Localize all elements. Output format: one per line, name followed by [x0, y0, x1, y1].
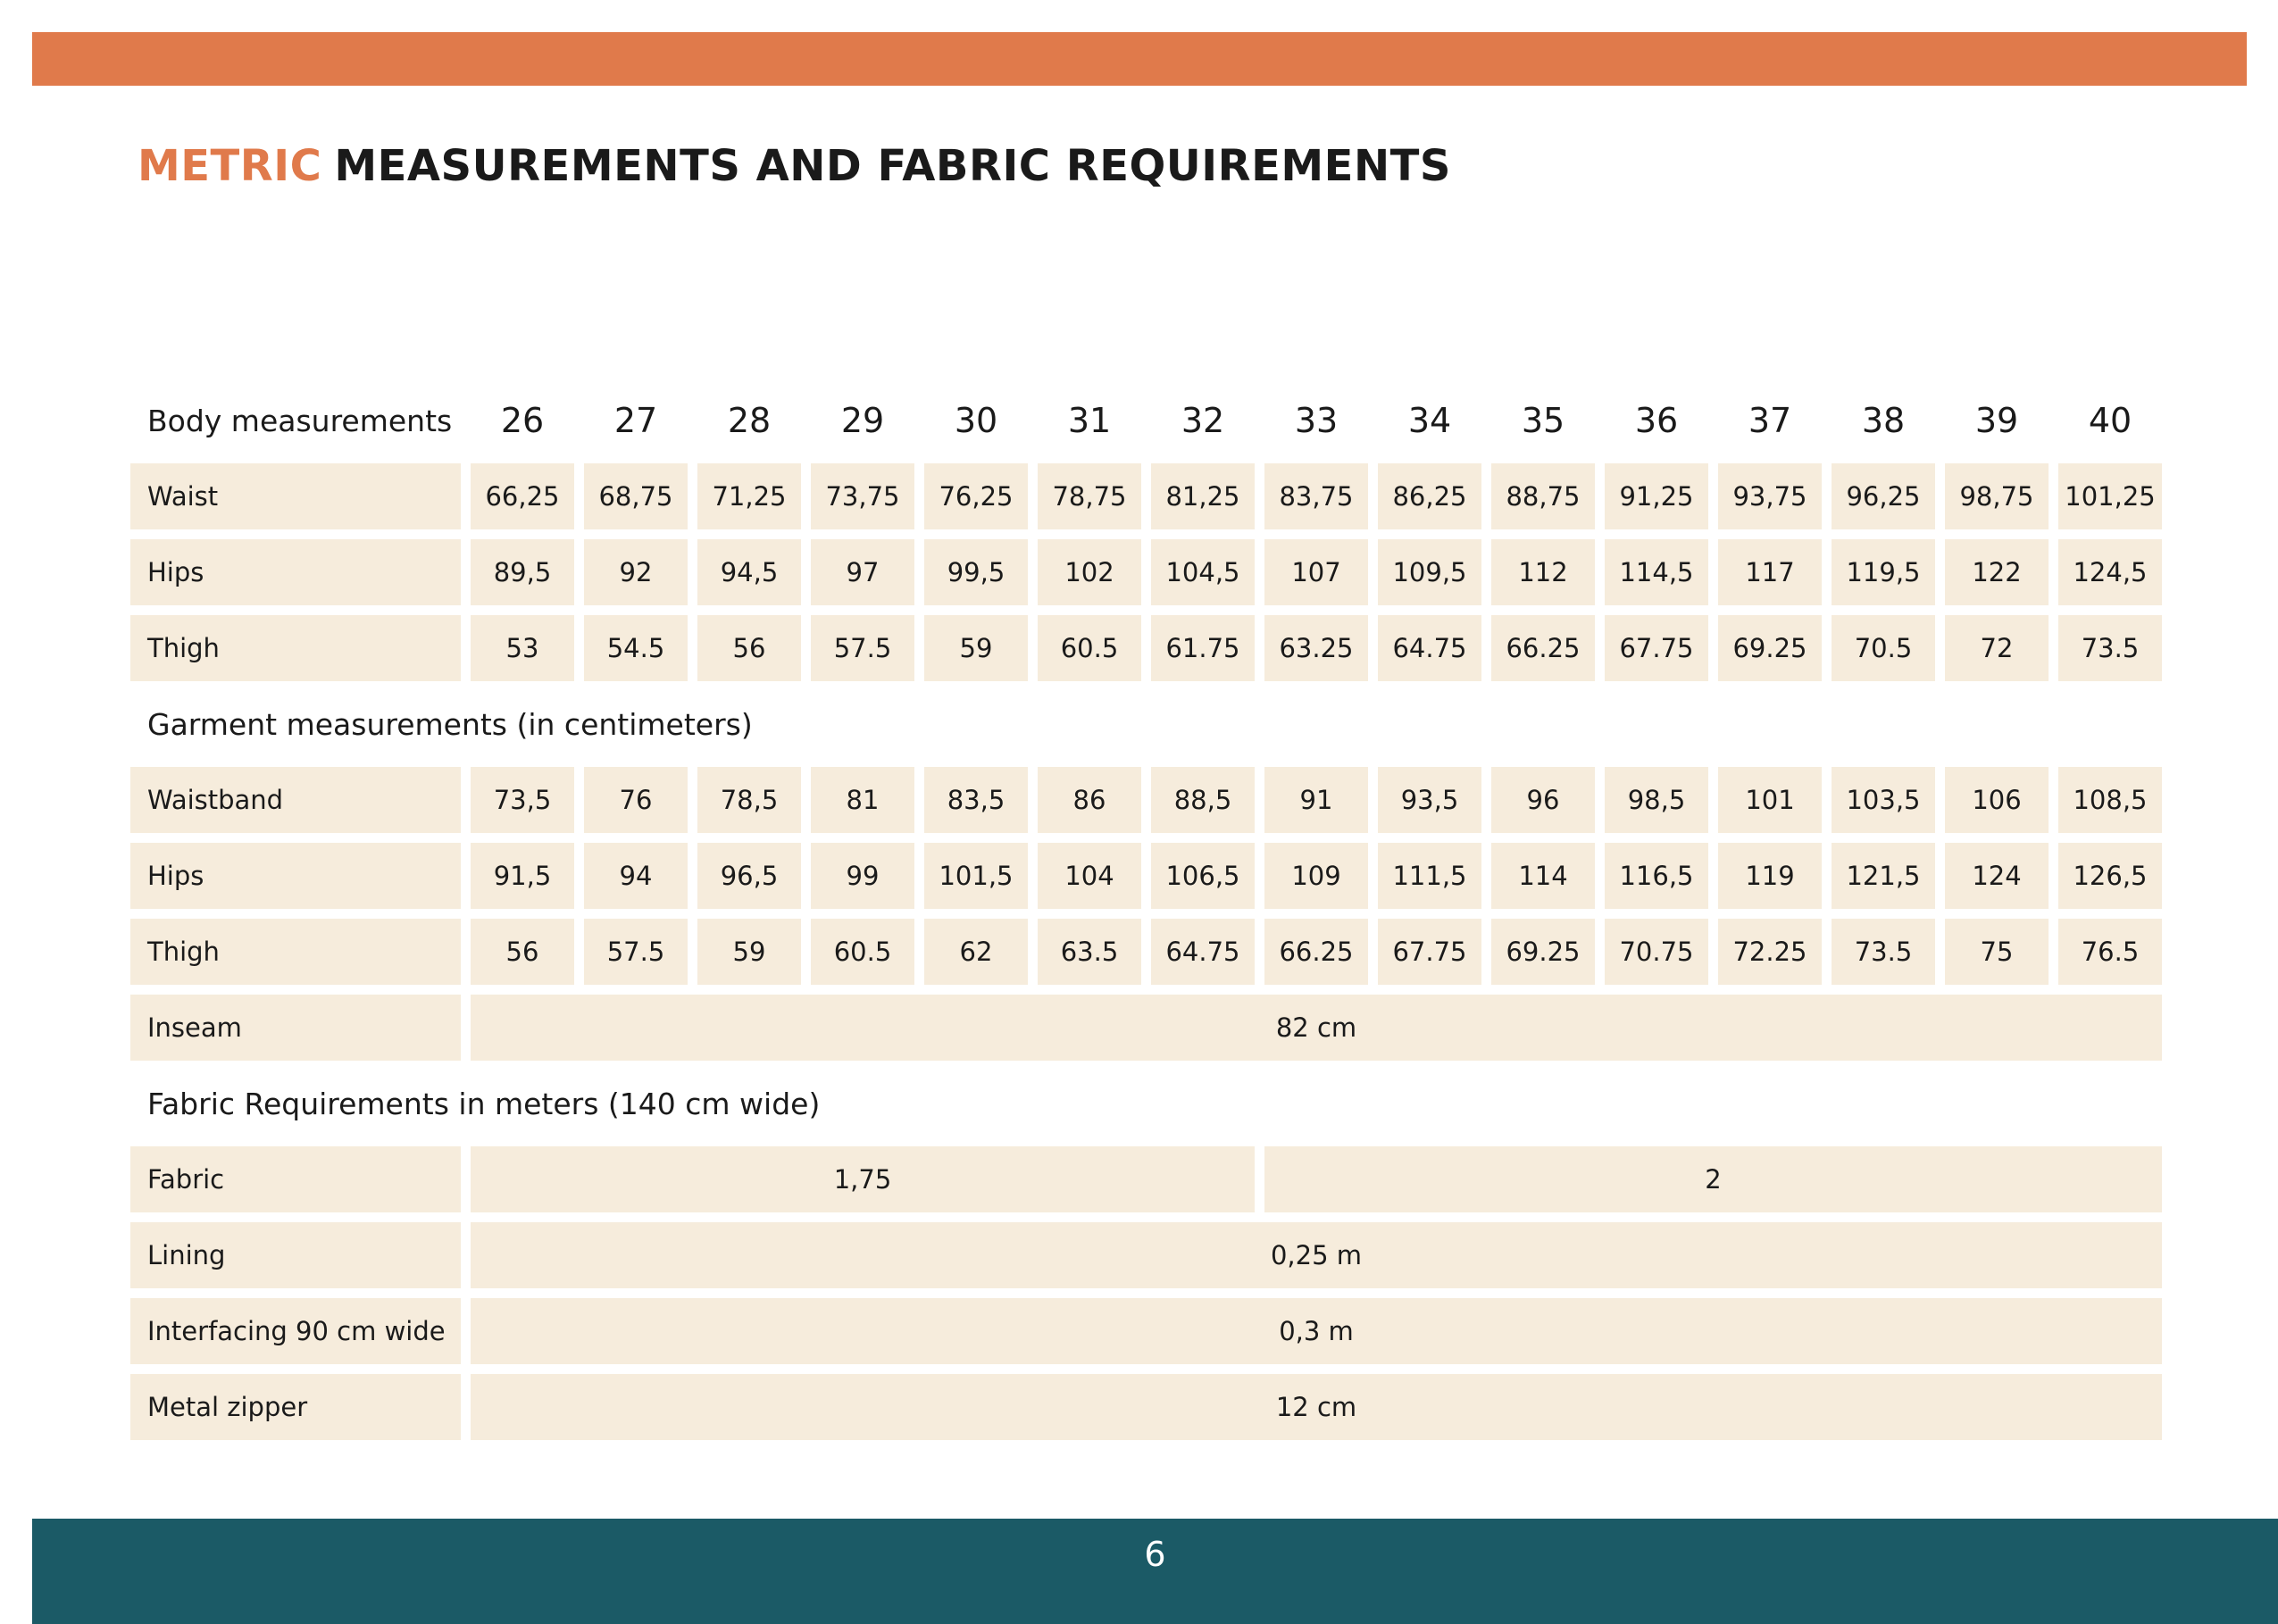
measurement-cell: 66,25 — [471, 463, 574, 539]
measurement-cell: 73,75 — [811, 463, 914, 539]
measurement-cell: 119 — [1718, 843, 1822, 919]
row-label: Waistband — [130, 767, 461, 843]
measurement-cell: 124,5 — [2058, 539, 2162, 615]
measurement-cell: 91,25 — [1605, 463, 1708, 539]
fabric-value-large-sizes: 2 — [1264, 1146, 2162, 1222]
fabric-row — [130, 1298, 2162, 1374]
measurement-cell: 71,25 — [697, 463, 801, 539]
measurement-cell: 99,5 — [924, 539, 1028, 615]
measurement-cell: 114 — [1491, 843, 1595, 919]
measurement-cell: 109 — [1264, 843, 1368, 919]
measurement-cell: 109,5 — [1378, 539, 1481, 615]
measurement-cell: 91,5 — [471, 843, 574, 919]
measurement-cell: 83,75 — [1264, 463, 1368, 539]
measurement-cell: 101,25 — [2058, 463, 2162, 539]
page-number: 6 — [1144, 1535, 1166, 1574]
measurement-cell: 73.5 — [2058, 615, 2162, 691]
measurement-cell: 108,5 — [2058, 767, 2162, 843]
measurement-cell: 106,5 — [1151, 843, 1255, 919]
garment-row — [130, 767, 2162, 843]
measurement-cell: 101 — [1718, 767, 1822, 843]
measurement-cell: 98,5 — [1605, 767, 1708, 843]
measurement-cell: 62 — [924, 919, 1028, 995]
measurement-cell: 70.5 — [1832, 615, 1935, 691]
measurement-cell: 73,5 — [471, 767, 574, 843]
row-label: Metal zipper — [130, 1374, 461, 1450]
fabric-section-heading — [130, 1070, 2162, 1146]
row-label: Hips — [130, 843, 461, 919]
measurement-cell: 56 — [471, 919, 574, 995]
measurement-cell: 86 — [1038, 767, 1141, 843]
measurement-cell: 53 — [471, 615, 574, 691]
page-title — [138, 141, 1451, 191]
measurement-cell: 60.5 — [1038, 615, 1141, 691]
measurement-cell: 72.25 — [1718, 919, 1822, 995]
all-sizes-value: 0,3 m — [471, 1298, 2162, 1374]
measurement-cell: 67.75 — [1605, 615, 1708, 691]
size-header-cell: 27 — [613, 401, 658, 440]
measurement-cell: 104 — [1038, 843, 1141, 919]
measurement-cell: 69.25 — [1718, 615, 1822, 691]
measurement-cell: 64.75 — [1378, 615, 1481, 691]
measurement-cell: 59 — [697, 919, 801, 995]
body-measurements-heading: Body measurements — [147, 403, 453, 438]
row-label: Fabric — [130, 1146, 461, 1222]
measurement-cell: 76 — [584, 767, 688, 843]
measurement-cell: 96,25 — [1832, 463, 1935, 539]
size-header-cell: 33 — [1294, 401, 1339, 440]
measurement-cell: 57.5 — [584, 919, 688, 995]
garment-row — [130, 843, 2162, 919]
measurement-cell: 91 — [1264, 767, 1368, 843]
measurement-cell: 124 — [1945, 843, 2049, 919]
measurement-cell: 121,5 — [1832, 843, 1935, 919]
row-label: Thigh — [130, 615, 461, 691]
top-accent-bar — [32, 32, 2247, 86]
measurement-cell: 73.5 — [1832, 919, 1935, 995]
garment-section-heading-label: Garment measurements (in centimeters) — [130, 691, 2162, 767]
all-sizes-value: 82 cm — [471, 995, 2162, 1070]
measurement-cell: 97 — [811, 539, 914, 615]
fabric-row — [130, 1146, 2162, 1222]
size-header-cell: 39 — [1974, 401, 2019, 440]
size-header-cell: 32 — [1181, 401, 1225, 440]
measurement-cell: 81 — [811, 767, 914, 843]
measurement-cell: 93,5 — [1378, 767, 1481, 843]
measurement-cell: 63.25 — [1264, 615, 1368, 691]
measurement-cell: 76,25 — [924, 463, 1028, 539]
measurement-cell: 57.5 — [811, 615, 914, 691]
measurement-cell: 59 — [924, 615, 1028, 691]
measurement-cell: 86,25 — [1378, 463, 1481, 539]
measurement-cell: 94,5 — [697, 539, 801, 615]
measurement-cell: 64.75 — [1151, 919, 1255, 995]
measurement-cell: 96,5 — [697, 843, 801, 919]
measurement-cell: 81,25 — [1151, 463, 1255, 539]
measurement-cell: 66.25 — [1264, 919, 1368, 995]
size-header-row — [130, 387, 2162, 454]
size-header-cell: 29 — [840, 401, 885, 440]
measurement-cell: 54.5 — [584, 615, 688, 691]
measurement-cell: 76.5 — [2058, 919, 2162, 995]
size-header-cell: 40 — [2088, 401, 2132, 440]
measurement-cell: 83,5 — [924, 767, 1028, 843]
all-sizes-value: 0,25 m — [471, 1222, 2162, 1298]
measurement-cell: 72 — [1945, 615, 2049, 691]
measurement-cell: 67.75 — [1378, 919, 1481, 995]
measurement-cell: 112 — [1491, 539, 1595, 615]
body-row — [130, 539, 2162, 615]
row-label: Interfacing 90 cm wide — [130, 1298, 461, 1374]
measurement-cell: 96 — [1491, 767, 1595, 843]
size-header-cell: 38 — [1861, 401, 1906, 440]
measurement-cell: 88,75 — [1491, 463, 1595, 539]
size-header-cell: 37 — [1748, 401, 1792, 440]
measurement-cell: 117 — [1718, 539, 1822, 615]
measurement-cell: 126,5 — [2058, 843, 2162, 919]
measurement-cell: 69.25 — [1491, 919, 1595, 995]
measurement-cell: 119,5 — [1832, 539, 1935, 615]
fabric-section-heading-label: Fabric Requirements in meters (140 cm wide) — [130, 1070, 2162, 1146]
garment-row — [130, 919, 2162, 995]
measurement-cell: 89,5 — [471, 539, 574, 615]
measurement-cell: 94 — [584, 843, 688, 919]
all-sizes-value: 12 cm — [471, 1374, 2162, 1450]
size-header-cell: 35 — [1521, 401, 1565, 440]
measurement-cell: 56 — [697, 615, 801, 691]
page-title-rest: MEASUREMENTS AND FABRIC REQUIREMENTS — [334, 141, 1451, 191]
body-row — [130, 615, 2162, 691]
row-label: Inseam — [130, 995, 461, 1070]
measurement-cell: 107 — [1264, 539, 1368, 615]
measurement-cell: 103,5 — [1832, 767, 1935, 843]
measurement-cell: 68,75 — [584, 463, 688, 539]
measurement-cell: 116,5 — [1605, 843, 1708, 919]
measurement-cell: 122 — [1945, 539, 2049, 615]
body-row — [130, 463, 2162, 539]
fabric-value-small-sizes: 1,75 — [471, 1146, 1255, 1222]
size-header-cell: 26 — [500, 401, 545, 440]
measurement-cell: 111,5 — [1378, 843, 1481, 919]
fabric-row — [130, 1222, 2162, 1298]
measurement-cell: 66.25 — [1491, 615, 1595, 691]
size-header-cell: 34 — [1407, 401, 1452, 440]
measurement-cell: 99 — [811, 843, 914, 919]
measurement-cell: 88,5 — [1151, 767, 1255, 843]
row-label: Waist — [130, 463, 461, 539]
size-chart-table — [121, 387, 2172, 1450]
size-header-cell: 36 — [1634, 401, 1679, 440]
measurement-cell: 78,75 — [1038, 463, 1141, 539]
measurement-cell: 102 — [1038, 539, 1141, 615]
measurement-cell: 60.5 — [811, 919, 914, 995]
measurement-cell: 70.75 — [1605, 919, 1708, 995]
row-label: Lining — [130, 1222, 461, 1298]
size-header-cell: 30 — [954, 401, 998, 440]
row-label: Thigh — [130, 919, 461, 995]
footer-bar — [32, 1519, 2278, 1624]
row-label: Hips — [130, 539, 461, 615]
measurement-cell: 106 — [1945, 767, 2049, 843]
measurement-cell: 104,5 — [1151, 539, 1255, 615]
size-header-cell: 31 — [1067, 401, 1112, 440]
measurement-cell: 101,5 — [924, 843, 1028, 919]
measurement-cell: 75 — [1945, 919, 2049, 995]
measurement-cell: 63.5 — [1038, 919, 1141, 995]
fabric-row — [130, 1374, 2162, 1450]
measurement-cell: 61.75 — [1151, 615, 1255, 691]
garment-section-heading — [130, 691, 2162, 767]
size-header-cell: 28 — [727, 401, 772, 440]
measurement-cell: 98,75 — [1945, 463, 2049, 539]
measurement-cell: 92 — [584, 539, 688, 615]
garment-row — [130, 995, 2162, 1070]
measurement-cell: 114,5 — [1605, 539, 1708, 615]
page-title-accent: METRIC — [138, 141, 322, 191]
measurement-cell: 78,5 — [697, 767, 801, 843]
measurement-cell: 93,75 — [1718, 463, 1822, 539]
